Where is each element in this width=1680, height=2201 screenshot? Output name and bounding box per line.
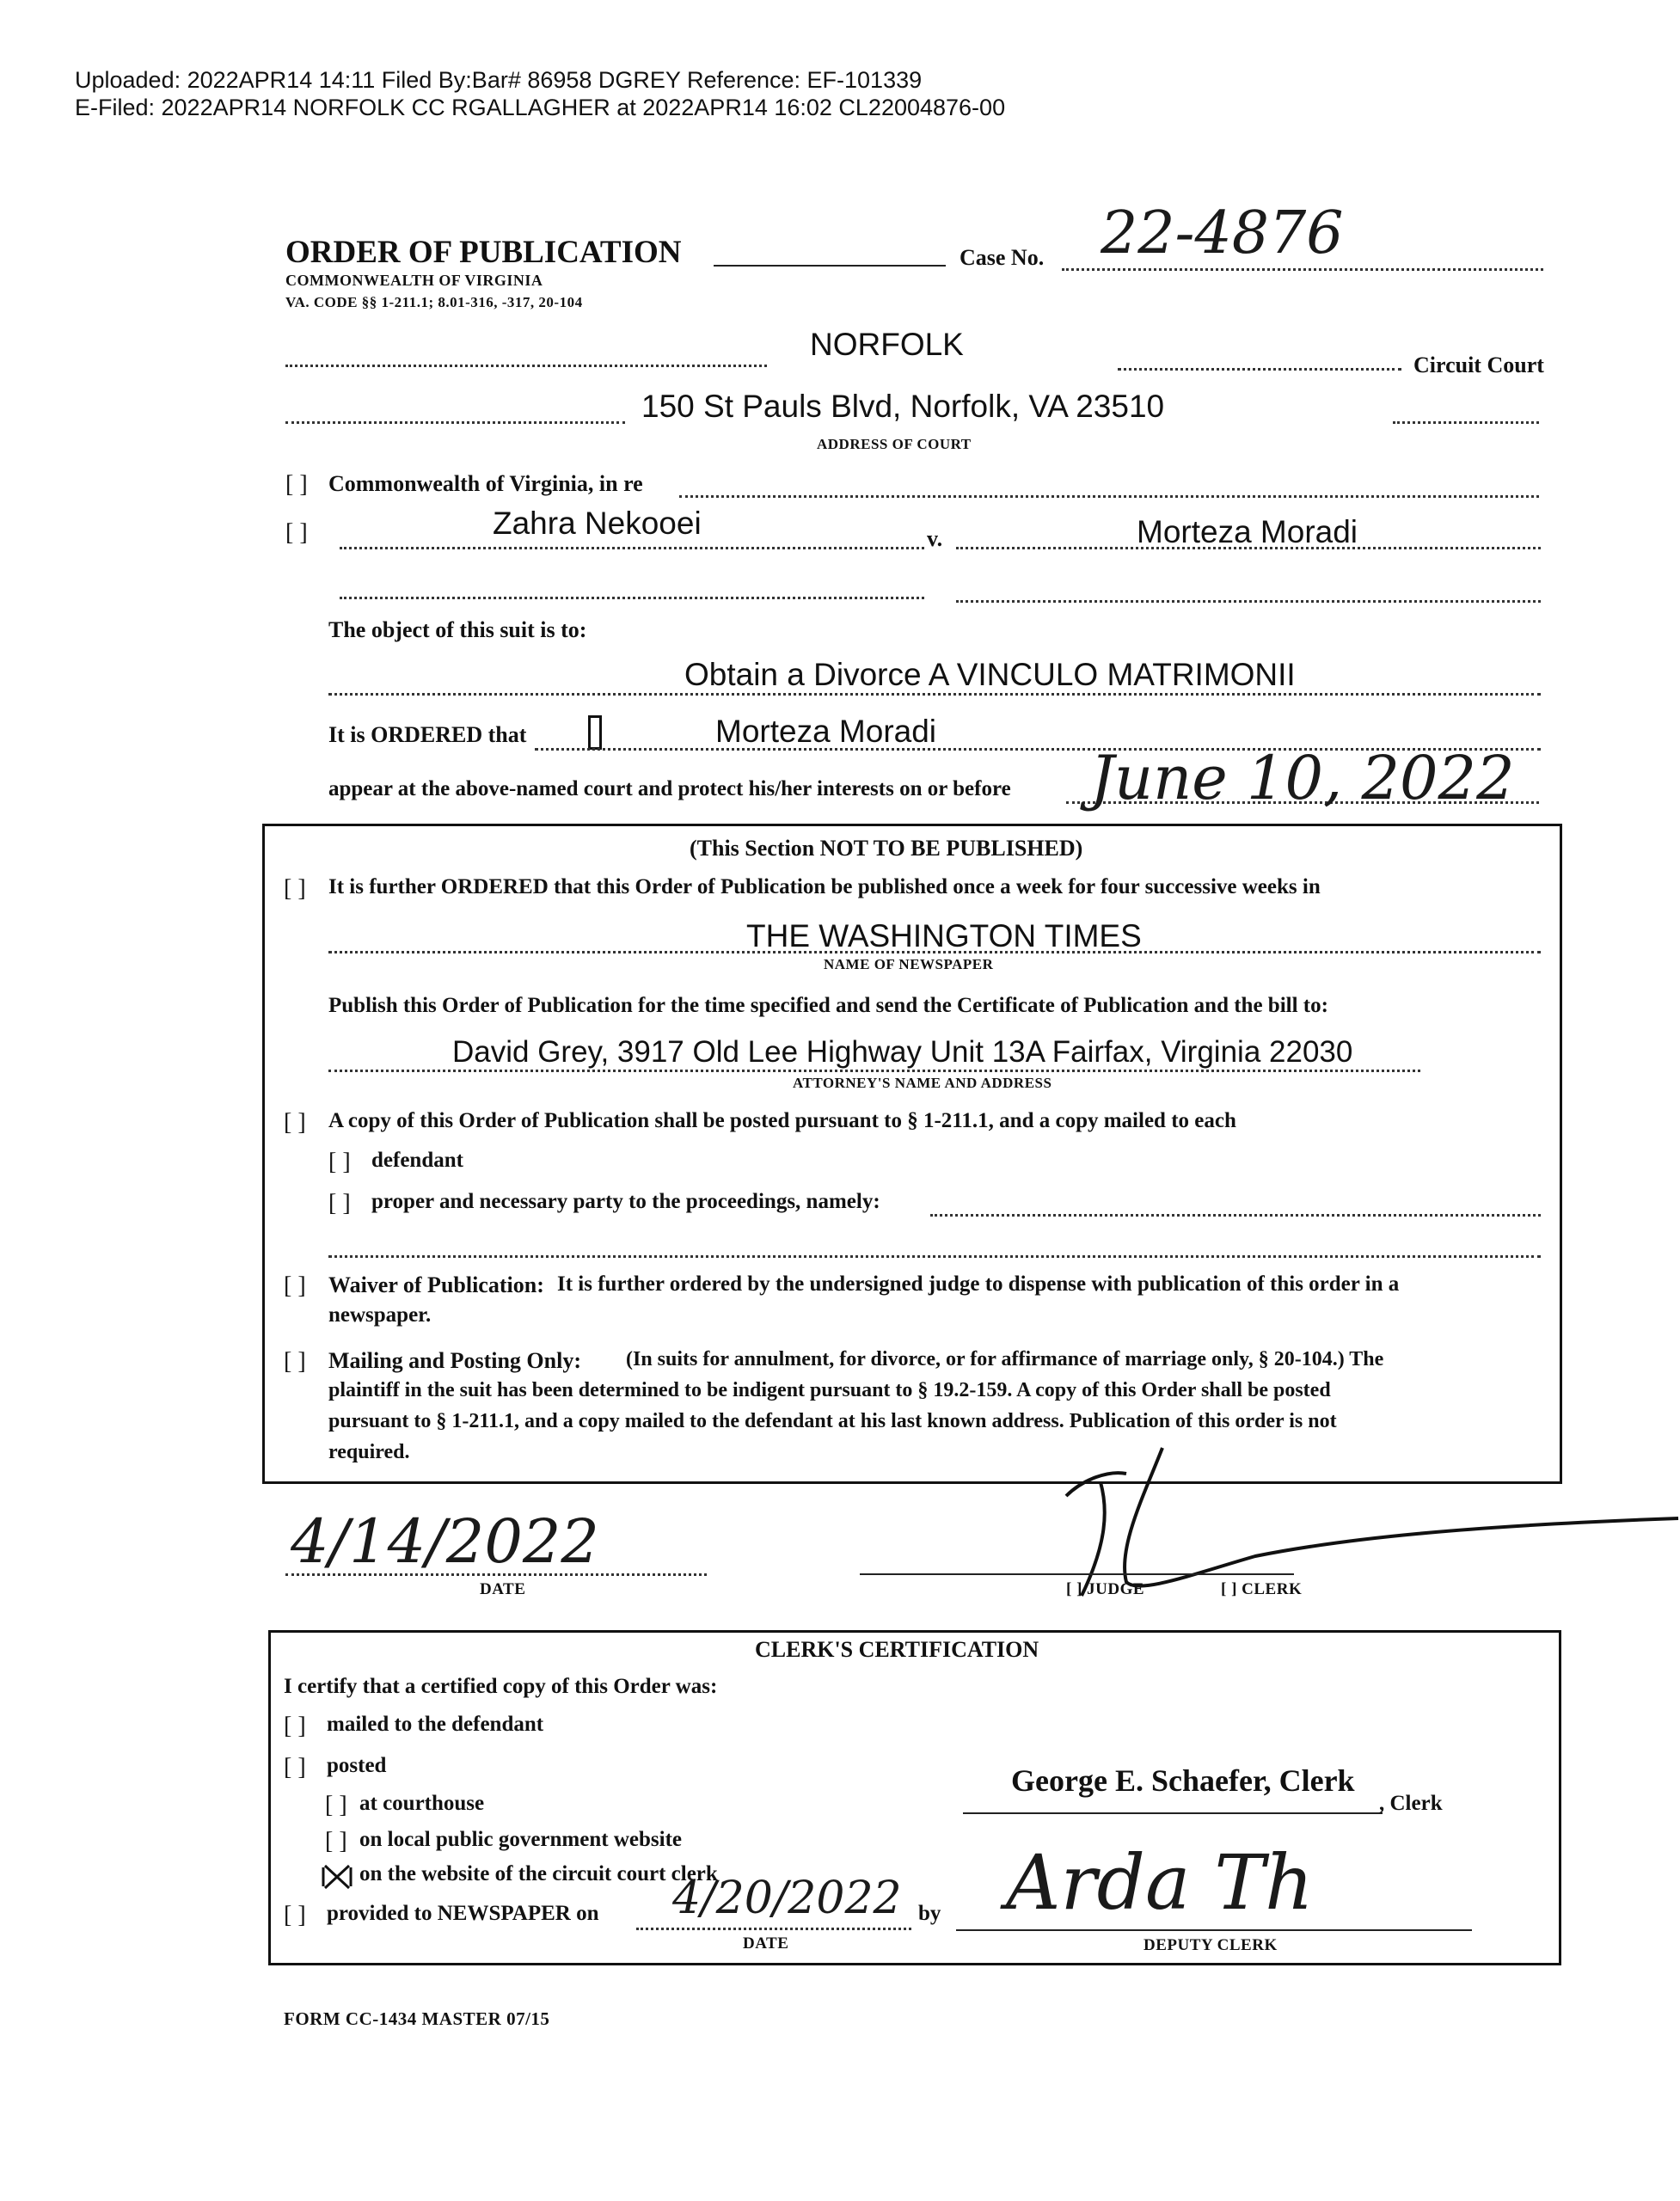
mailing-text-1: (In suits for annulment, for divorce, or for affirmance of marriage only, § 20-104.) The [626,1348,1384,1370]
mailing-text-2: plaintiff in the suit has been determined to be indigent pursuant to § 19.2-159. A copy of this Order shall be posted [328,1379,1331,1401]
address-line-right [1393,421,1539,424]
court-address-label: ADDRESS OF COURT [817,436,972,452]
defendant-name: Morteza Moradi [1137,514,1358,549]
attorney-name-address: David Grey, 3917 Old Lee Highway Unit 13A Fairfax, Virginia 22030 [452,1035,1353,1069]
in-re-line [679,495,1539,498]
court-address: 150 St Pauls Blvd, Norfolk, VA 23510 [641,389,1165,424]
court-line-right [1118,368,1401,371]
posted-checkbox[interactable]: [ ] [284,1109,306,1136]
defendant-checkbox[interactable]: [ ] [328,1149,351,1175]
courthouse-option: at courthouse [359,1792,485,1815]
order-date: 4/14/2022 [291,1506,599,1577]
ordered-checkbox[interactable] [588,715,602,750]
certification-intro: I certify that a certified copy of this Order was: [284,1675,718,1698]
object-label: The object of this suit is to: [328,617,587,642]
form-title: ORDER OF PUBLICATION [285,235,682,270]
clerk-suffix: , Clerk [1379,1792,1443,1815]
form-number: FORM CC-1434 MASTER 07/15 [284,2008,550,2029]
plaintiff-name: Zahra Nekooei [493,506,702,541]
newspaper-label: NAME OF NEWSPAPER [824,956,994,972]
clerk-name-line [963,1812,1383,1814]
court-line-left [285,365,767,367]
appear-date: June 10, 2022 [1090,743,1515,813]
va-code: VA. CODE §§ 1-211.1; 8.01-316, -317, 20-104 [285,294,583,310]
by-label: by [918,1902,941,1925]
order-date-line [285,1573,707,1576]
plaintiff-line [340,547,924,549]
attorney-label: ATTORNEY'S NAME AND ADDRESS [793,1075,1052,1091]
case-number-line [1062,268,1543,271]
waiver-text: It is further ordered by the undersigned judge to dispense with publication of this order in a [557,1272,1400,1296]
in-re-checkbox[interactable]: [ ] [285,471,308,498]
newspaper-cert-checkbox[interactable]: [ ] [284,1902,306,1928]
deputy-label: DEPUTY CLERK [1144,1936,1278,1954]
deputy-signature-line [956,1929,1472,1931]
mailing-text-3: pursuant to § 1-211.1, and a copy mailed to the defendant at his last known address. Publication of this order is not [328,1410,1337,1432]
newspaper-name: THE WASHINGTON TIMES [746,918,1142,953]
in-re-label: Commonwealth of Virginia, in re [328,471,643,496]
order-date-label: DATE [480,1580,526,1598]
publish-checkbox[interactable]: [ ] [284,875,306,902]
court-name: NORFOLK [810,327,964,362]
circuit-court-label: Circuit Court [1413,353,1544,377]
mailed-checkbox[interactable]: [ ] [284,1713,306,1739]
appear-text: appear at the above-named court and protect his/her interests on or before [328,777,1011,800]
posted-cert-checkbox[interactable]: [ ] [284,1754,306,1781]
clerk-website-checkbox-checked[interactable] [320,1862,354,1891]
party-line [930,1214,1541,1217]
efile-line-1: Uploaded: 2022APR14 14:11 Filed By:Bar# 86958 DGREY Reference: EF-101339 [75,67,923,93]
address-line-left [285,421,625,424]
form-subtitle: COMMONWEALTH OF VIRGINIA [285,272,543,289]
mailing-text-4: required. [328,1441,410,1463]
party-option: proper and necessary party to the proceedings, namely: [371,1190,880,1213]
posted-option: posted [327,1754,387,1777]
newspaper-date: 4/20/2022 [672,1873,902,1924]
newspaper-date-line [636,1928,911,1930]
attorney-line [328,1070,1420,1072]
waiver-title: Waiver of Publication: [328,1272,544,1297]
defendant-line-2 [956,600,1541,603]
posted-text: A copy of this Order of Publication shall be posted pursuant to § 1-211.1, and a copy mailed to each [328,1109,1236,1132]
send-text: Publish this Order of Publication for the time specified and send the Certificate of Publication and the bill to: [328,994,1328,1017]
title-rule [714,265,946,267]
newspaper-cert-text: provided to NEWSPAPER on [327,1902,599,1925]
case-number: 22-4876 [1101,199,1344,267]
unpublished-heading: (This Section NOT TO BE PUBLISHED) [690,836,1083,861]
clerk-name: George E. Schaefer, Clerk [1011,1763,1355,1798]
waiver-checkbox[interactable]: [ ] [284,1272,306,1299]
mailing-title: Mailing and Posting Only: [328,1348,581,1373]
judge-signature-line [860,1573,1294,1575]
local-website-option: on local public government website [359,1828,682,1851]
party-line-2 [328,1255,1541,1258]
versus: v. [927,526,943,551]
clerk-label: [ ] CLERK [1221,1580,1303,1598]
defendant-option: defendant [371,1149,463,1172]
plaintiff-line-2 [340,597,924,599]
parties-checkbox[interactable]: [ ] [285,519,308,546]
object-value: Obtain a Divorce A VINCULO MATRIMONII [684,657,1296,692]
deputy-signature: Arda Th [1006,1838,1314,1927]
ordered-name: Morteza Moradi [715,714,937,749]
party-checkbox[interactable]: [ ] [328,1190,351,1217]
mailed-option: mailed to the defendant [327,1713,544,1736]
clerk-website-option: on the website of the circuit court clerk [359,1862,718,1885]
publish-text: It is further ORDERED that this Order of Publication be published once a week for four successive weeks in [328,875,1321,898]
courthouse-checkbox[interactable]: [ ] [325,1792,347,1818]
efile-line-2: E-Filed: 2022APR14 NORFOLK CC RGALLAGHER at 2022APR14 16:02 CL22004876-00 [75,95,1006,120]
mailing-checkbox[interactable]: [ ] [284,1348,306,1375]
case-label: Case No. [960,245,1045,270]
certification-heading: CLERK'S CERTIFICATION [755,1637,1039,1662]
waiver-text-2: newspaper. [328,1303,432,1327]
local-website-checkbox[interactable]: [ ] [325,1828,347,1855]
ordered-label: It is ORDERED that [328,722,527,747]
newspaper-date-label: DATE [743,1934,789,1953]
object-line [328,693,1541,696]
judge-label: [ ] JUDGE [1066,1580,1145,1598]
